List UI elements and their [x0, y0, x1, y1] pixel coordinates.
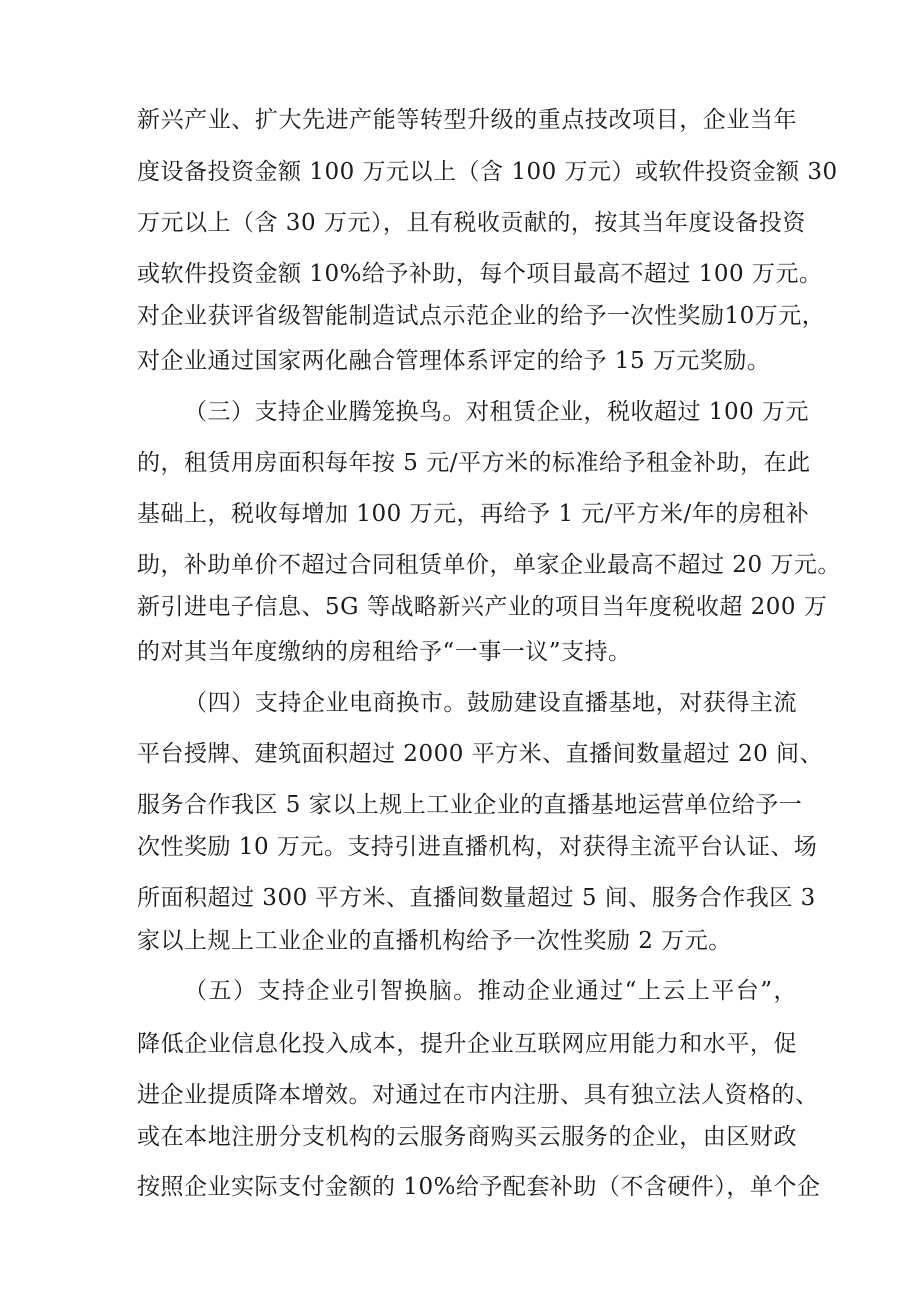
paragraph-1-line-4: 或软件投资金额 10%给予补助，每个项目最高不超过 100 万元。: [137, 261, 823, 287]
paragraph-2-line-3: 基础上，税收每增加 100 万元，再给予 1 元/平方米/年的房租补: [137, 501, 810, 527]
paragraph-3-line-3: 服务合作我区 5 家以上规上工业企业的直播基地运营单位给予一: [137, 792, 803, 818]
paragraph-4-line-1: （五）支持企业引智换脑。推动企业通过“上云上平台”，: [184, 978, 797, 1004]
paragraph-4-line-2: 降低企业信息化投入成本，提升企业互联网应用能力和水平，促: [137, 1031, 797, 1057]
paragraph-1-line-1: 新兴产业、扩大先进产能等转型升级的重点技改项目，企业当年: [137, 107, 797, 133]
paragraph-1-line-5: 对企业获评省级智能制造试点示范企业的给予一次性奖励10万元，: [137, 303, 826, 329]
paragraph-4-line-4: 或在本地注册分支机构的云服务商购买云服务的企业，由区财政: [137, 1124, 797, 1150]
paragraph-4-line-3: 进企业提质降本增效。对通过在市内注册、具有独立法人资格的、: [137, 1082, 819, 1108]
paragraph-2-line-4: 助，补助单价不超过合同租赁单价，单家企业最高不超过 20 万元。: [137, 552, 841, 578]
paragraph-2-line-2: 的，租赁用房面积每年按 5 元/平方米的标准给予租金补助，在此: [137, 450, 811, 476]
paragraph-3-line-5: 所面积超过 300 平方米、直播间数量超过 5 间、服务合作我区 3: [137, 885, 816, 911]
paragraph-2-line-6: 的对其当年度缴纳的房租给予“一事一议”支持。: [137, 639, 632, 665]
paragraph-2-line-5: 新引进电子信息、5G 等战略新兴产业的项目当年度税收超 200 万: [137, 594, 828, 620]
paragraph-1-line-3: 万元以上（含 30 万元），且有税收贡献的，按其当年度设备投资: [137, 210, 806, 236]
paragraph-1-line-6: 对企业通过国家两化融合管理体系评定的给予 15 万元奖励。: [137, 348, 771, 374]
paragraph-3-line-4: 次性奖励 10 万元。支持引进直播机构，对获得主流平台认证、场: [137, 834, 818, 860]
paragraph-3-line-2: 平台授牌、建筑面积超过 2000 平方米、直播间数量超过 20 间、: [137, 741, 824, 767]
paragraph-2-line-1: （三）支持企业腾笼换鸟。对租赁企业，税收超过 100 万元: [184, 399, 810, 425]
paragraph-3-line-6: 家以上规上工业企业的直播机构给予一次性奖励 2 万元。: [137, 928, 732, 954]
paragraph-3-line-1: （四）支持企业电商换市。鼓励建设直播基地，对获得主流: [184, 690, 797, 716]
paragraph-1-line-2: 度设备投资金额 100 万元以上（含 100 万元）或软件投资金额 30: [137, 159, 838, 185]
paragraph-4-line-5: 按照企业实际支付金额的 10%给予配套补助（不含硬件），单个企: [137, 1174, 821, 1200]
